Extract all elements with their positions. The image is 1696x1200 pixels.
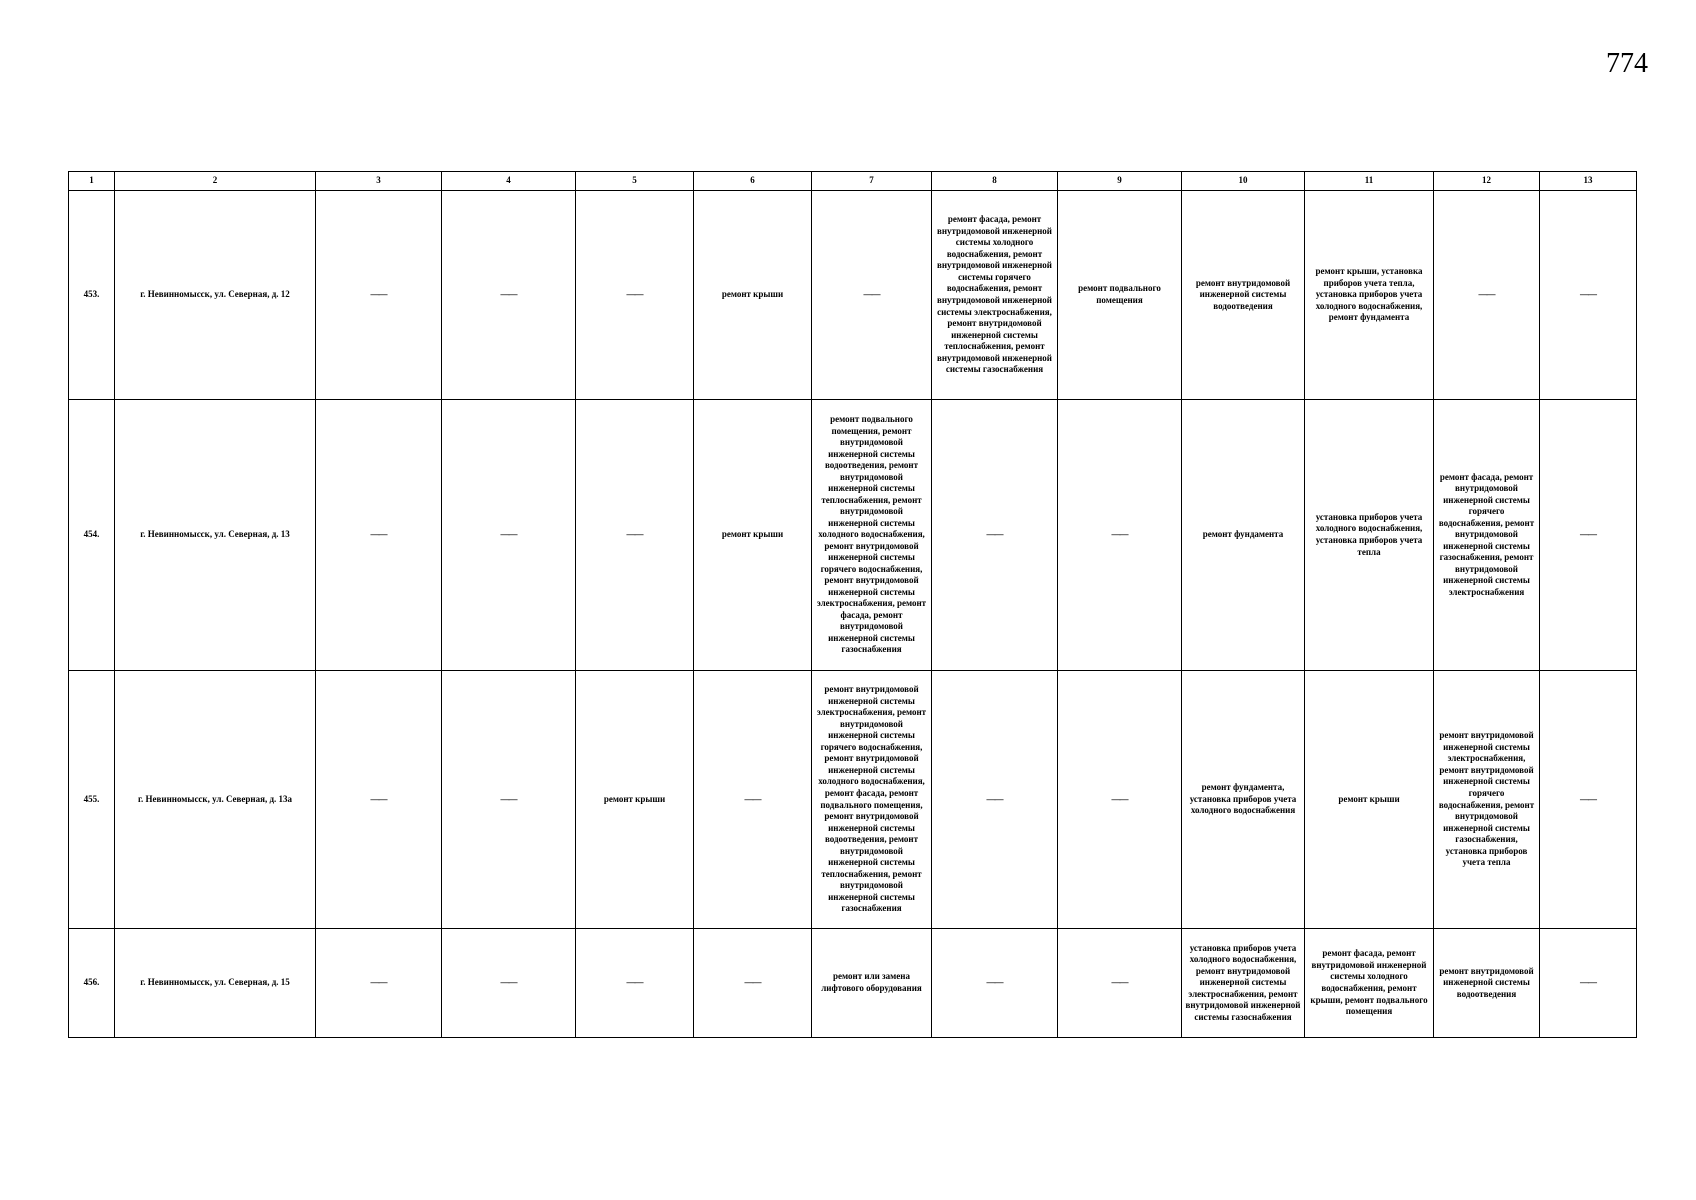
table-cell: —— — [1540, 400, 1637, 671]
table-cell: —— — [442, 929, 576, 1038]
column-header: 12 — [1434, 172, 1540, 191]
table-cell: —— — [812, 191, 932, 400]
table-cell: ремонт или замена лифтового оборудования — [812, 929, 932, 1038]
column-header: 7 — [812, 172, 932, 191]
table-cell: —— — [1540, 929, 1637, 1038]
table-cell: —— — [442, 191, 576, 400]
column-header: 4 — [442, 172, 576, 191]
table-cell: ремонт фасада, ремонт внутридомовой инженерной системы холодного водоснабжения, ремонт крыши, ремонт подвального помещения — [1305, 929, 1434, 1038]
table-cell: ремонт фундамента, установка приборов учета холодного водоснабжения — [1182, 671, 1305, 929]
address-cell: г. Невинномысск, ул. Северная, д. 15 — [115, 929, 316, 1038]
table-cell: ремонт крыши — [1305, 671, 1434, 929]
repair-schedule-table — [68, 171, 1637, 1038]
table-cell: —— — [316, 191, 442, 400]
table-cell: установка приборов учета холодного водоснабжения, ремонт внутридомовой инженерной системы электроснабжения, ремонт внутридомовой инженерной системы газоснабжения — [1182, 929, 1305, 1038]
table-cell: —— — [576, 191, 694, 400]
table-cell: —— — [576, 400, 694, 671]
table-cell: —— — [316, 929, 442, 1038]
table-cell: —— — [576, 929, 694, 1038]
table-cell: —— — [932, 400, 1058, 671]
table-header-row — [69, 172, 1637, 191]
row-number: 456. — [69, 929, 115, 1038]
table-row — [69, 191, 1637, 400]
table-cell: установка приборов учета холодного водоснабжения, установка приборов учета тепла — [1305, 400, 1434, 671]
column-header: 10 — [1182, 172, 1305, 191]
address-cell: г. Невинномысск, ул. Северная, д. 12 — [115, 191, 316, 400]
table-cell: ремонт фасада, ремонт внутридомовой инженерной системы горячего водоснабжения, ремонт внутридомовой инженерной системы газоснабжения, ремонт внутридомовой инженерной системы электроснабжения — [1434, 400, 1540, 671]
table-cell: —— — [442, 671, 576, 929]
table-cell: ремонт крыши — [576, 671, 694, 929]
table-cell: —— — [1058, 671, 1182, 929]
column-header: 11 — [1305, 172, 1434, 191]
table-cell: —— — [1540, 671, 1637, 929]
table-cell: ремонт фасада, ремонт внутридомовой инженерной системы холодного водоснабжения, ремонт внутридомовой инженерной системы горячего водоснабжения, ремонт внутридомовой инженерной системы электроснабжения, ремонт внутридомовой инженерной системы теплоснабжения, ремонт внутридомовой инженерной системы газоснабжения — [932, 191, 1058, 400]
table-cell: —— — [694, 929, 812, 1038]
table-cell: ремонт внутридомовой инженерной системы водоотведения — [1434, 929, 1540, 1038]
column-header: 9 — [1058, 172, 1182, 191]
address-cell: г. Невинномысск, ул. Северная, д. 13а — [115, 671, 316, 929]
table-cell: ремонт внутридомовой инженерной системы водоотведения — [1182, 191, 1305, 400]
column-header: 13 — [1540, 172, 1637, 191]
column-header: 3 — [316, 172, 442, 191]
page-number: 774 — [1606, 48, 1648, 79]
table-cell: —— — [1058, 400, 1182, 671]
table-cell: —— — [442, 400, 576, 671]
column-header: 5 — [576, 172, 694, 191]
table-cell: —— — [1540, 191, 1637, 400]
table-row — [69, 400, 1637, 671]
column-header: 8 — [932, 172, 1058, 191]
table-cell: ремонт крыши — [694, 191, 812, 400]
table-cell: ремонт подвального помещения, ремонт внутридомовой инженерной системы водоотведения, ремонт внутридомовой инженерной системы теплоснабжения, ремонт внутридомовой инженерной системы холодного водоснабжения, ремонт внутридомовой инженерной системы горячего водоснабжения, ремонт внутридомовой инженерной системы электроснабжения, ремонт фасада, ремонт внутридомовой инженерной системы газоснабжения — [812, 400, 932, 671]
table-cell: —— — [316, 671, 442, 929]
column-header: 6 — [694, 172, 812, 191]
column-header: 2 — [115, 172, 316, 191]
table-cell: ремонт подвального помещения — [1058, 191, 1182, 400]
table-row — [69, 671, 1637, 929]
table-cell: —— — [932, 929, 1058, 1038]
address-cell: г. Невинномысск, ул. Северная, д. 13 — [115, 400, 316, 671]
table-cell: —— — [932, 671, 1058, 929]
table-cell: ремонт фундамента — [1182, 400, 1305, 671]
table-cell: ремонт внутридомовой инженерной системы электроснабжения, ремонт внутридомовой инженерной системы горячего водоснабжения, ремонт внутридомовой инженерной системы холодного водоснабжения, ремонт фасада, ремонт подвального помещения, ремонт внутридомовой инженерной системы водоотведения, ремонт внутридомовой инженерной системы теплоснабжения, ремонт внутридомовой инженерной системы газоснабжения — [812, 671, 932, 929]
table-cell: —— — [316, 400, 442, 671]
table-cell: ремонт крыши, установка приборов учета тепла, установка приборов учета холодного водоснабжения, ремонт фундамента — [1305, 191, 1434, 400]
row-number: 454. — [69, 400, 115, 671]
row-number: 453. — [69, 191, 115, 400]
table-cell: —— — [694, 671, 812, 929]
row-number: 455. — [69, 671, 115, 929]
table-cell: —— — [1434, 191, 1540, 400]
table-row — [69, 929, 1637, 1038]
column-header: 1 — [69, 172, 115, 191]
table-cell: ремонт внутридомовой инженерной системы электроснабжения, ремонт внутридомовой инженерной системы горячего водоснабжения, ремонт внутридомовой инженерной системы газоснабжения, установка приборов учета тепла — [1434, 671, 1540, 929]
table-cell: ремонт крыши — [694, 400, 812, 671]
table-cell: —— — [1058, 929, 1182, 1038]
